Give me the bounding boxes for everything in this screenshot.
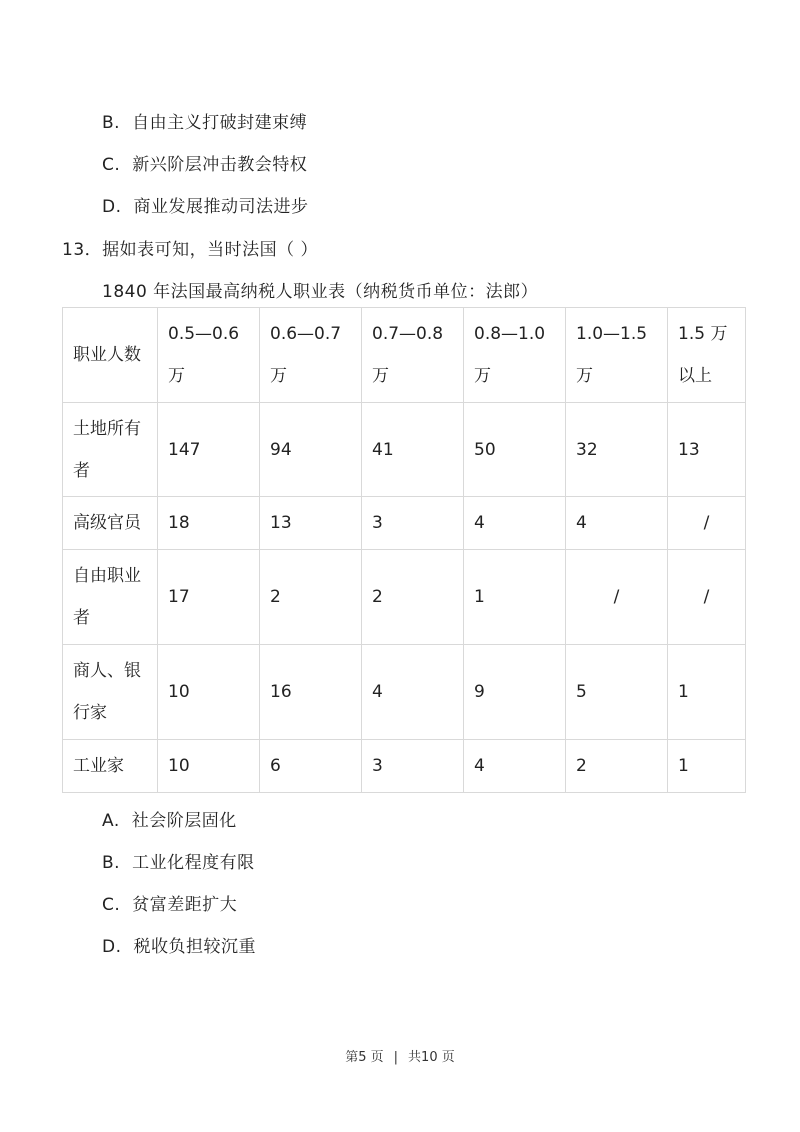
footer-separator: | [393,1050,399,1065]
table-cell: 1 [668,740,746,793]
option-text: 自由主义打破封建束缚 [132,113,308,133]
option-text: 税收负担较沉重 [133,937,256,957]
option-d [102,932,256,957]
header-cell: 职业人数 [63,308,158,403]
table-cell: 1 [464,550,566,645]
table-cell: 5 [566,645,668,740]
table-cell: 6 [260,740,362,793]
header-cell: 0.7—0.8万 [362,308,464,403]
table-cell: 4 [362,645,464,740]
header-cell: 0.6—0.7万 [260,308,362,403]
table-cell: 4 [464,497,566,550]
table-cell: 高级官员 [63,497,158,550]
option-text: 贫富差距扩大 [132,895,238,915]
option-text: 工业化程度有限 [132,853,255,873]
option-text: 社会阶层固化 [131,811,237,831]
table-caption: 1840 年法国最高纳税人职业表（纳税货币单位：法郎） [102,282,539,302]
table-cell: 16 [260,645,362,740]
table-cell: 2 [260,550,362,645]
header-cell: 0.5—0.6万 [158,308,260,403]
tax-table [62,307,746,793]
table-cell: / [566,550,668,645]
header-cell: 1.0—1.5万 [566,308,668,403]
header-cell: 0.8—1.0万 [464,308,566,403]
table-cell: 4 [464,740,566,793]
table-cell: 商人、银行家 [63,645,158,740]
option-letter: A. [102,811,120,831]
table-header-row [63,308,746,403]
table-cell: 41 [362,403,464,497]
option-b [102,848,255,873]
option-b-prev [102,108,307,133]
table-row [63,403,746,497]
option-text: 商业发展推动司法进步 [133,197,309,217]
option-letter: D. [102,197,122,217]
option-c [102,890,237,915]
table-row [63,550,746,645]
table-cell: 3 [362,497,464,550]
option-letter: D. [102,937,122,957]
page-footer [0,1046,800,1065]
table-cell: 17 [158,550,260,645]
option-c-prev [102,150,307,175]
table-cell: 10 [158,645,260,740]
table-row [63,497,746,550]
table-row [63,645,746,740]
option-letter: C. [102,895,121,915]
table-cell: 2 [362,550,464,645]
table-cell: 4 [566,497,668,550]
option-letter: B. [102,113,121,133]
option-d-prev [102,192,309,217]
question-stem: 13．据如表可知，当时法国（ ） [62,240,319,260]
table-cell: 147 [158,403,260,497]
table-cell: / [668,550,746,645]
option-letter: B. [102,853,121,873]
table-row [63,740,746,793]
option-letter: C. [102,155,121,175]
table-cell: 9 [464,645,566,740]
option-text: 新兴阶层冲击教会特权 [132,155,308,175]
table-cell: 1 [668,645,746,740]
table-cell: 18 [158,497,260,550]
table-cell: 10 [158,740,260,793]
table-cell: 土地所有者 [63,403,158,497]
page-number: 第5 页 [345,1050,384,1065]
table-cell: 3 [362,740,464,793]
table-cell: 50 [464,403,566,497]
table-cell: 自由职业者 [63,550,158,645]
option-a [102,806,237,831]
table-cell: 32 [566,403,668,497]
table-cell: / [668,497,746,550]
table-cell: 2 [566,740,668,793]
table-cell: 94 [260,403,362,497]
table-cell: 13 [668,403,746,497]
table-cell: 13 [260,497,362,550]
page-total: 共10 页 [408,1050,455,1065]
header-cell: 1.5 万以上 [668,308,746,403]
table-cell: 工业家 [63,740,158,793]
